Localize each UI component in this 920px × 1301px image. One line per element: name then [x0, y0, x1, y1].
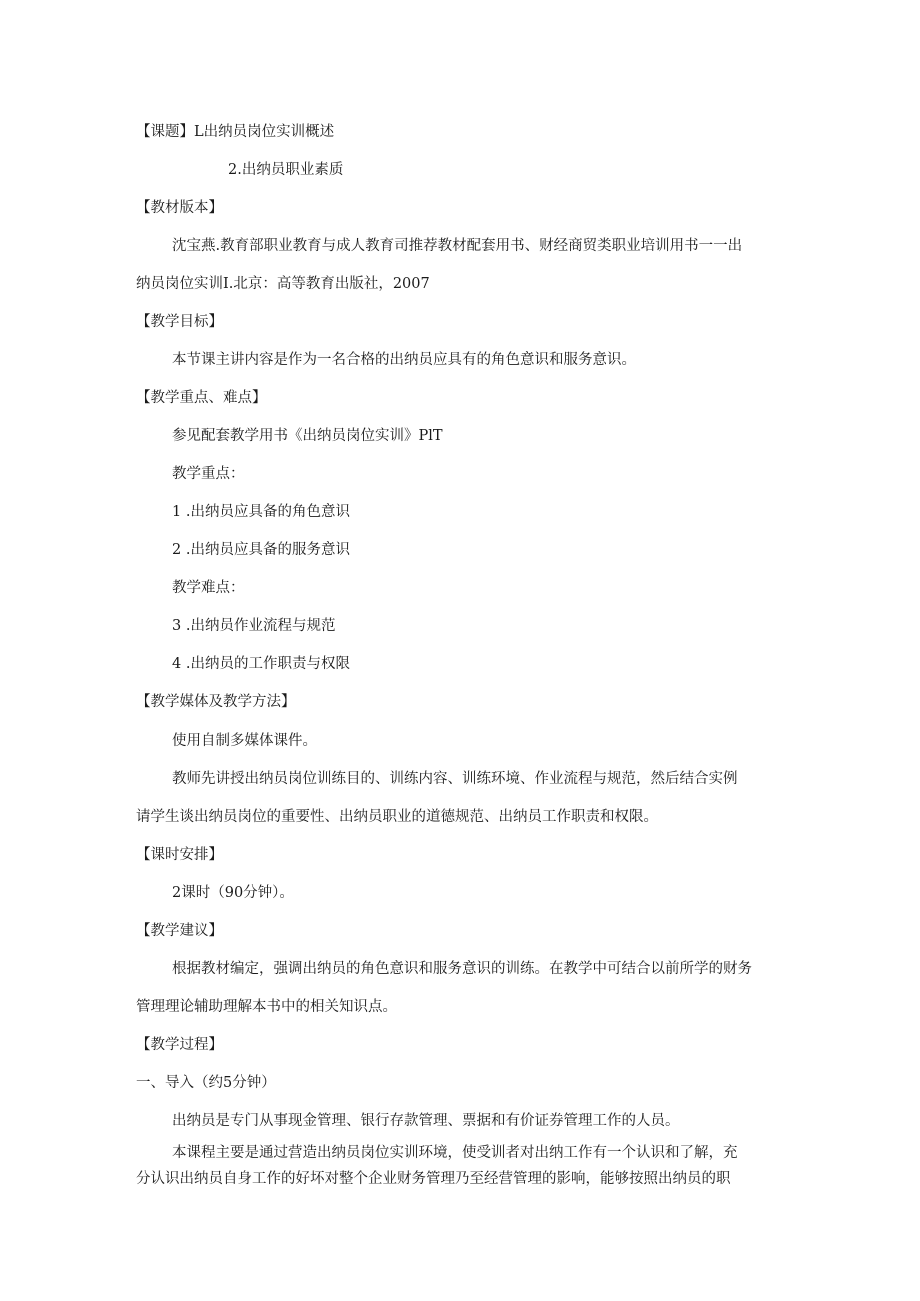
media-methods-line-3: 请学生谈出纳员岗位的重要性、出纳员职业的道德规范、出纳员工作职责和权限。 — [136, 809, 658, 825]
textbook-line-1: 沈宝燕.教育部职业教育与成人教育司推荐教材配套用书、财经商贸类职业培训用书一一出 — [172, 238, 743, 254]
topic-title: L出纳员岗位实训概述 — [194, 124, 335, 140]
process-heading: 【教学过程】 — [136, 1037, 223, 1053]
difficulty-item-2: 4 .出纳员的工作职责与权限 — [172, 656, 350, 672]
process-para-2-line-2: 分认识出纳员自身工作的好坏对整个企业财务管理乃至经营管理的影响，能够按照出纳员的职 — [136, 1171, 731, 1187]
focus-item-2: 2 .出纳员应具备的服务意识 — [172, 542, 350, 558]
suggestions-heading: 【教学建议】 — [136, 923, 223, 939]
schedule-heading: 【课时安排】 — [136, 847, 223, 863]
goals-heading: 【教学目标】 — [136, 314, 223, 330]
topic-subtitle: 2.出纳员职业素质 — [228, 162, 344, 178]
goals-line-1: 本节课主讲内容是作为一名合格的出纳员应具有的角色意识和服务意识。 — [172, 352, 636, 368]
difficulty-item-1: 3 .出纳员作业流程与规范 — [172, 618, 336, 634]
focus-label: 教学重点： — [172, 466, 245, 482]
topic-label: 【课题】 — [136, 124, 194, 140]
topic-line — [136, 122, 334, 142]
media-methods-line-2: 教师先讲授出纳员岗位训练目的、训练内容、训练环境、作业流程与规范，然后结合实例 — [172, 771, 738, 787]
difficulty-label: 教学难点： — [172, 580, 245, 596]
textbook-heading: 【教材版本】 — [136, 200, 223, 216]
process-para-2-line-1: 本课程主要是通过营造出纳员岗位实训环境，使受训者对出纳工作有一个认识和了解，充 — [172, 1145, 738, 1161]
focus-item-1: 1 .出纳员应具备的角色意识 — [172, 504, 350, 520]
key-points-reference: 参见配套教学用书《出纳员岗位实训》PlT — [172, 428, 443, 444]
media-methods-line-1: 使用自制多媒体课件。 — [172, 733, 317, 749]
suggestions-line-1: 根据教材编定，强调出纳员的角色意识和服务意识的训练。在教学中可结合以前所学的财务 — [172, 961, 752, 977]
suggestions-line-2: 管理理论辅助理解本书中的相关知识点。 — [136, 999, 397, 1015]
textbook-line-2: 纳员岗位实训I.北京：高等教育出版社，2007 — [136, 276, 430, 292]
media-methods-heading: 【教学媒体及教学方法】 — [136, 694, 296, 710]
process-para-1: 出纳员是专门从事现金管理、银行存款管理、票据和有价证券管理工作的人员。 — [172, 1113, 680, 1129]
schedule-line-1: 2课时（90分钟）。 — [172, 885, 294, 901]
process-part-1-title: 一、导入（约5分钟） — [136, 1075, 276, 1091]
key-points-heading: 【教学重点、难点】 — [136, 390, 267, 406]
